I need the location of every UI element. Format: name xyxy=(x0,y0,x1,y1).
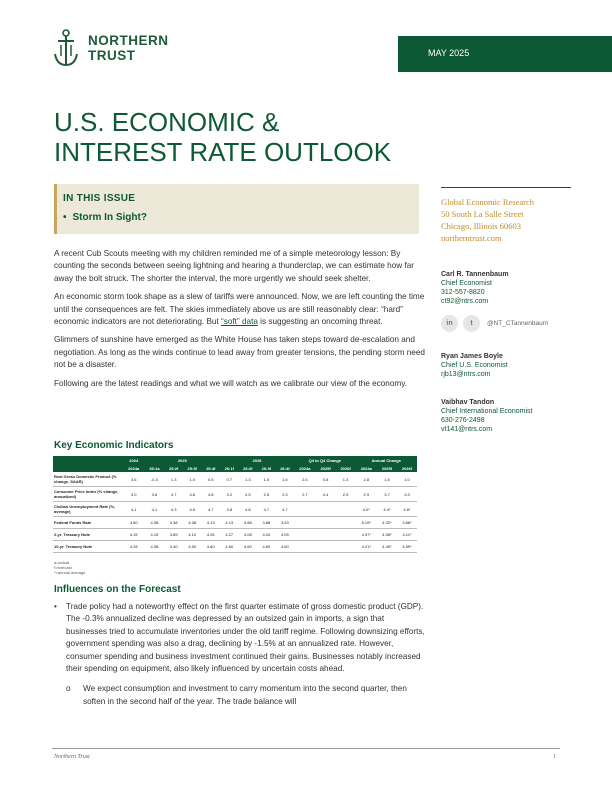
contact-title: Chief U.S. Economist xyxy=(441,362,508,369)
table-cell: 2.8 xyxy=(356,472,377,487)
address-block xyxy=(441,196,534,244)
table-row xyxy=(53,529,417,541)
sub-header: 25:2f xyxy=(164,464,183,472)
table-cell: 2.5 xyxy=(294,472,315,487)
group-header: Annual Change xyxy=(356,456,417,464)
table-cell: 1.5 xyxy=(257,472,276,487)
address-org: Global Economic Research xyxy=(441,197,534,207)
table-cell xyxy=(336,517,356,529)
table-cell xyxy=(336,529,356,541)
bullet-text: Trade policy had a noteworthy effect on the first quarter estimate of gross domestic product (GDP). The -0.3% annualized decline was depressed by an outsized gain in imports, a sign that businesses tried to accumulate inventories under the old tariff regime. Following downsizing efforts, government spending was also a drag, declining by -1.5% at an annualized rate. However, consumer spending and business investment continued their gains. Businesses notably increased their spending on equipment, also likely influenced by uncertain costs ahead. xyxy=(66,602,425,674)
table-notes: a=actual f=forecast *=annual average xyxy=(54,560,86,575)
sub-header: 26:2f xyxy=(239,464,258,472)
table-cell xyxy=(316,529,336,541)
indicators-heading: Key Economic Indicators xyxy=(54,440,174,451)
table-cell: 3.88 xyxy=(257,517,276,529)
table-cell: 4.10 xyxy=(183,529,202,541)
table-cell: 3.88* xyxy=(397,517,417,529)
table-cell: 4.13 xyxy=(220,517,239,529)
anchor-logo-icon xyxy=(52,28,80,68)
table-cell: 2.7 xyxy=(294,487,315,502)
table-cell: 4.08 xyxy=(239,529,258,541)
table-cell: 4.7 xyxy=(276,502,295,517)
sub-header-row xyxy=(53,464,417,472)
forecast-bullet xyxy=(54,601,426,708)
table-cell: 4.8 xyxy=(220,502,239,517)
table-cell: 0.7 xyxy=(220,472,239,487)
table-row xyxy=(53,502,417,517)
contact-title: Chief Economist xyxy=(441,280,492,287)
table-cell xyxy=(336,502,356,517)
brand-line-1: NORTHERN xyxy=(88,33,169,48)
page-number: 1 xyxy=(553,754,556,760)
table-cell: 3.88 xyxy=(239,517,258,529)
table-cell: 4.60 xyxy=(239,541,258,553)
table-cell: 4.4* xyxy=(377,502,397,517)
bullet-icon: • xyxy=(54,602,57,611)
table-cell: 4.50 xyxy=(183,541,202,553)
contact-email[interactable]: vt141@ntrs.com xyxy=(441,426,493,433)
table-cell: 4.15 xyxy=(123,529,144,541)
footer-divider xyxy=(52,748,560,749)
row-label: Civilian Unemployment Rate (%, average) xyxy=(53,502,123,517)
twitter-icon[interactable]: t xyxy=(463,315,480,332)
sub-header: 25:4f xyxy=(201,464,220,472)
sub-header: 2026f xyxy=(397,464,417,472)
paragraph: An economic storm took shape as a slew of tariffs were announced. Now, we are left counting the time until the consequences are felt. The skies immediately above us are still reasonably clear: “hard” economic indicators are not deteriorating. But “soft” data is suggesting an oncoming threat. xyxy=(54,292,425,327)
sidebar-divider xyxy=(441,187,571,188)
table-cell: 4.11* xyxy=(397,529,417,541)
contact-email[interactable]: ct92@ntrs.com xyxy=(441,298,489,305)
paragraph: Following are the latest readings and what we will watch as we calibrate our view of the economy. xyxy=(54,378,407,388)
issue-heading: IN THIS ISSUE xyxy=(63,193,136,204)
table-row xyxy=(53,487,417,502)
in-this-issue-box xyxy=(54,184,419,234)
table-cell: 4.38 xyxy=(144,541,164,553)
table-cell: 4.8* xyxy=(397,502,417,517)
contact-name: Ryan James Boyle xyxy=(441,353,503,360)
indicators-body xyxy=(53,472,417,553)
address-city: Chicago, Illinois 60603 xyxy=(441,221,522,231)
table-cell: 4.27 xyxy=(220,529,239,541)
table-cell: 4.7 xyxy=(257,502,276,517)
issue-item[interactable] xyxy=(63,212,419,223)
sub-header: 26:1f xyxy=(220,464,239,472)
table-cell: 0.8 xyxy=(316,472,336,487)
table-cell: 4.3 xyxy=(164,502,183,517)
table-cell: 1.3 xyxy=(239,472,258,487)
table-cell: 4.7 xyxy=(201,502,220,517)
table-cell: 2.5 xyxy=(257,487,276,502)
sub-header: 26:4f xyxy=(276,464,295,472)
table-cell: 1.3 xyxy=(164,472,183,487)
table-cell: 4.1 xyxy=(123,502,144,517)
contact-title: Chief International Economist xyxy=(441,408,533,415)
contact-boyle xyxy=(441,352,508,379)
issue-item-label: Storm In Sight? xyxy=(72,212,147,223)
title-line-2: INTEREST RATE OUTLOOK xyxy=(54,137,392,167)
bullet-icon: • xyxy=(63,212,67,223)
indicators-table xyxy=(53,456,417,553)
table-cell: -0.3 xyxy=(144,472,164,487)
contact-name: Carl R. Tannenbaum xyxy=(441,271,509,278)
contact-name: Vaibhav Tandon xyxy=(441,399,495,406)
table-cell: 4.26 xyxy=(201,529,220,541)
group-header: 2025 xyxy=(144,456,220,464)
table-cell: 4.60 xyxy=(201,541,220,553)
table-cell xyxy=(316,517,336,529)
table-cell: 4.28 xyxy=(123,541,144,553)
sub-bullet-icon: o xyxy=(66,684,71,694)
table-cell: 4.60 xyxy=(123,517,144,529)
soft-data-link[interactable]: “soft” data xyxy=(221,317,258,327)
table-cell: 2.5 xyxy=(336,487,356,502)
group-header: 2026 xyxy=(220,456,294,464)
table-cell: 4.8 xyxy=(183,487,202,502)
table-cell: 4.04 xyxy=(257,529,276,541)
table-cell: 4.37* xyxy=(356,529,377,541)
table-cell: 4.38 xyxy=(144,517,164,529)
table-cell xyxy=(336,541,356,553)
table-cell xyxy=(294,502,315,517)
contact-email[interactable]: rjb13@ntrs.com xyxy=(441,371,491,378)
table-cell: 1.5 xyxy=(276,472,295,487)
row-label: 2-yr. Treasury Note xyxy=(53,529,123,541)
northern-trust-logo xyxy=(52,28,169,68)
table-cell: 4.45* xyxy=(377,541,397,553)
table-cell: 2.3 xyxy=(276,487,295,502)
sub-header: 25:1a xyxy=(144,464,164,472)
table-cell: 4.59* xyxy=(397,541,417,553)
table-cell: 4.40 xyxy=(164,541,183,553)
intro-text xyxy=(54,248,426,396)
table-cell: 4.60 xyxy=(257,541,276,553)
row-label: Consumer Price Index (% change, annualized) xyxy=(53,487,123,502)
social-links xyxy=(441,315,548,332)
sub-header: 2024a xyxy=(123,464,144,472)
date-banner: MAY 2025 xyxy=(398,36,612,72)
table-cell: 2.9 xyxy=(356,487,377,502)
table-cell: 3.3 xyxy=(397,487,417,502)
table-cell: 4.13 xyxy=(201,517,220,529)
sub-header: 2025f xyxy=(377,464,397,472)
address-street: 50 South La Salle Street xyxy=(441,209,524,219)
table-row xyxy=(53,472,417,487)
contact-phone: 630-276-2498 xyxy=(441,417,485,424)
table-cell: 1.0 xyxy=(183,472,202,487)
table-cell: 4.05 xyxy=(276,529,295,541)
table-cell: 4.7 xyxy=(164,487,183,502)
table-cell: 4.60 xyxy=(220,541,239,553)
table-cell: 4.5 xyxy=(183,502,202,517)
group-header: 2024 xyxy=(123,456,144,464)
table-cell: 3.6 xyxy=(144,487,164,502)
table-cell: 3.63 xyxy=(276,517,295,529)
table-cell: 4.1 xyxy=(144,502,164,517)
contact-tandon xyxy=(441,398,532,434)
sub-header: 2026f xyxy=(336,464,356,472)
brand-line-2: TRUST xyxy=(88,48,136,63)
table-cell: 1.0 xyxy=(397,472,417,487)
table-cell: 4.0* xyxy=(356,502,377,517)
table-cell: 4.15 xyxy=(144,529,164,541)
row-label: Federal Funds Rate xyxy=(53,517,123,529)
table-cell: 0.5 xyxy=(201,472,220,487)
row-label: Real Gross Domestic Product (% change, SAAR) xyxy=(53,472,123,487)
table-cell xyxy=(294,529,315,541)
forecast-heading: Influences on the Forecast xyxy=(54,584,181,595)
table-cell: 4.8 xyxy=(201,487,220,502)
sub-bullet-text: We expect consumption and investment to carry momentum into the second quarter, then soften in the second half of the year. The trade balance will xyxy=(83,684,407,706)
table-cell: 3.6 xyxy=(123,472,144,487)
footer-brand: Northern Trust xyxy=(54,754,90,760)
paragraph: Glimmers of sunshine have emerged as the White House has taken steps toward de-escalation and negotiation. As long as the winds continue to lead away from greater tensions, the pending storm need not be a disaster. xyxy=(54,335,425,370)
sub-header: 2024a xyxy=(294,464,315,472)
table-cell xyxy=(316,502,336,517)
table-cell xyxy=(294,517,315,529)
table-cell: 4.38 xyxy=(164,517,183,529)
table-row xyxy=(53,517,417,529)
address-web[interactable]: northerntrust.com xyxy=(441,233,502,243)
table-cell: 3.2 xyxy=(220,487,239,502)
table-cell: 4.38 xyxy=(183,517,202,529)
sub-header: 25:3f xyxy=(183,464,202,472)
table-cell: 4.60 xyxy=(276,541,295,553)
sub-header: 2024a xyxy=(356,464,377,472)
table-cell: 1.5 xyxy=(377,472,397,487)
group-header: Q4 to Q4 Change xyxy=(294,456,355,464)
table-cell: 4.8 xyxy=(239,502,258,517)
table-cell: 4.21* xyxy=(356,541,377,553)
table-cell: 4.32* xyxy=(377,517,397,529)
table-cell: 4.4 xyxy=(316,487,336,502)
table-row xyxy=(53,541,417,553)
paragraph: A recent Cub Scouts meeting with my children reminded me of a simple meteorology lesson: By counting the seconds between seeing lightning and hearing a thunderclap, we can estimate how far away the bolt struck. The shorter the interval, the more urgently we should seek shelter. xyxy=(54,249,415,283)
table-cell xyxy=(316,541,336,553)
table-cell: 5.19* xyxy=(356,517,377,529)
table-cell: 3.0 xyxy=(123,487,144,502)
row-label: 10-yr. Treasury Note xyxy=(53,541,123,553)
page-title xyxy=(54,107,391,167)
table-cell: 1.3 xyxy=(336,472,356,487)
sub-header: 26:3f xyxy=(257,464,276,472)
sub-header: 2025f xyxy=(316,464,336,472)
linkedin-icon[interactable]: in xyxy=(441,315,458,332)
table-cell: 4.08* xyxy=(377,529,397,541)
contact-phone: 312-557-8820 xyxy=(441,289,485,296)
contact-tannenbaum xyxy=(441,270,509,306)
title-line-1: U.S. ECONOMIC & xyxy=(54,107,280,137)
group-header-row xyxy=(53,456,417,464)
social-handle[interactable]: @NT_CTannenbaum xyxy=(487,320,549,327)
table-cell: 3.7 xyxy=(377,487,397,502)
table-cell: 3.89 xyxy=(164,529,183,541)
table-cell xyxy=(294,541,315,553)
table-cell: 2.5 xyxy=(239,487,258,502)
